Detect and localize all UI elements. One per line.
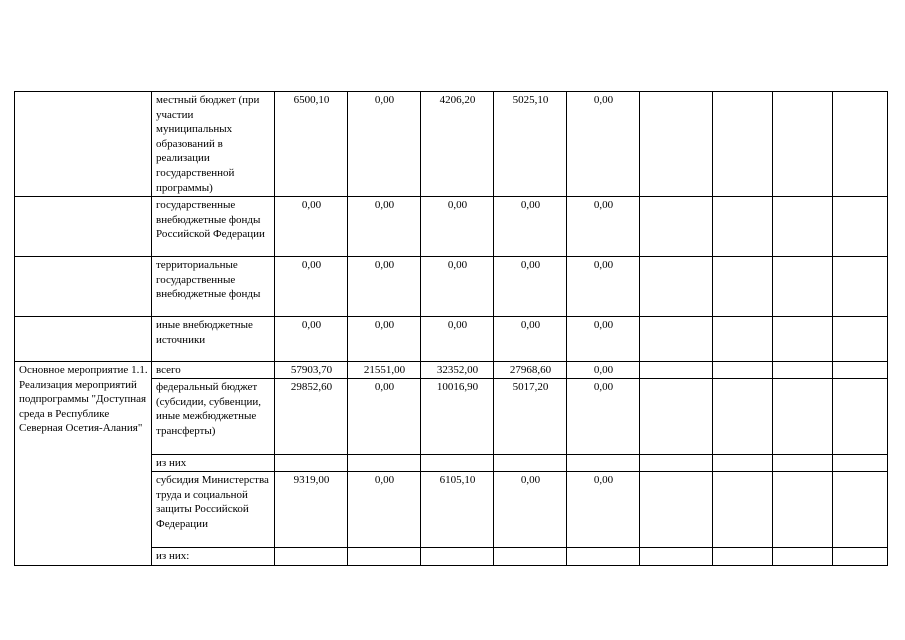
source-cell: федеральный бюджет (субсидии, субвенции, иные межбюджетные трансферты) — [152, 379, 275, 455]
empty-cell — [773, 257, 833, 317]
value-cell: 0,00 — [348, 317, 421, 362]
value-cell: 32352,00 — [421, 362, 494, 379]
value-cell: 0,00 — [567, 362, 640, 379]
value-cell — [348, 548, 421, 566]
empty-cell — [773, 472, 833, 548]
value-cell: 0,00 — [567, 379, 640, 455]
value-cell: 0,00 — [348, 257, 421, 317]
value-cell — [275, 455, 348, 472]
value-cell: 10016,90 — [421, 379, 494, 455]
empty-cell — [713, 548, 773, 566]
value-cell: 0,00 — [494, 317, 567, 362]
source-cell: государственные внебюджетные фонды Российской Федерации — [152, 197, 275, 257]
value-cell: 0,00 — [348, 197, 421, 257]
empty-cell — [640, 472, 713, 548]
main-activity-cell: Основное мероприятие 1.1. Реализация мероприятий подпрограммы "Доступная среда в Республике Северная Осетия-Алания" — [15, 362, 152, 566]
activity-cell-empty — [15, 197, 152, 257]
value-cell: 29852,60 — [275, 379, 348, 455]
empty-cell — [773, 92, 833, 197]
value-cell — [494, 455, 567, 472]
value-cell: 21551,00 — [348, 362, 421, 379]
value-cell: 0,00 — [348, 92, 421, 197]
empty-cell — [713, 257, 773, 317]
source-cell: территориальные государственные внебюджетные фонды — [152, 257, 275, 317]
empty-cell — [833, 317, 888, 362]
empty-cell — [640, 92, 713, 197]
value-cell: 0,00 — [421, 317, 494, 362]
empty-cell — [640, 455, 713, 472]
value-cell: 0,00 — [275, 317, 348, 362]
empty-cell — [713, 362, 773, 379]
value-cell: 4206,20 — [421, 92, 494, 197]
empty-cell — [773, 455, 833, 472]
value-cell — [494, 548, 567, 566]
value-cell: 0,00 — [494, 197, 567, 257]
value-cell: 6500,10 — [275, 92, 348, 197]
value-cell: 0,00 — [275, 197, 348, 257]
value-cell: 6105,10 — [421, 472, 494, 548]
source-cell: иные внебюджетные источники — [152, 317, 275, 362]
empty-cell — [773, 548, 833, 566]
table-row — [15, 257, 888, 317]
value-cell: 0,00 — [567, 92, 640, 197]
table-row — [15, 362, 888, 379]
value-cell — [348, 455, 421, 472]
empty-cell — [640, 362, 713, 379]
empty-cell — [773, 379, 833, 455]
value-cell — [567, 548, 640, 566]
value-cell: 0,00 — [494, 257, 567, 317]
empty-cell — [833, 472, 888, 548]
empty-cell — [833, 548, 888, 566]
empty-cell — [773, 362, 833, 379]
empty-cell — [640, 257, 713, 317]
value-cell: 0,00 — [494, 472, 567, 548]
empty-cell — [640, 548, 713, 566]
value-cell: 9319,00 — [275, 472, 348, 548]
table-row — [15, 317, 888, 362]
empty-cell — [713, 472, 773, 548]
table-row — [15, 92, 888, 197]
source-cell: субсидия Министерства труда и социальной защиты Российской Федерации — [152, 472, 275, 548]
source-cell: местный бюджет (при участии муниципальных образований в реализации государственной программы) — [152, 92, 275, 197]
empty-cell — [640, 317, 713, 362]
empty-cell — [773, 317, 833, 362]
empty-cell — [833, 362, 888, 379]
empty-cell — [773, 197, 833, 257]
budget-table — [14, 91, 888, 566]
value-cell: 0,00 — [567, 472, 640, 548]
empty-cell — [833, 379, 888, 455]
source-cell: из них — [152, 455, 275, 472]
empty-cell — [833, 197, 888, 257]
empty-cell — [713, 455, 773, 472]
value-cell — [567, 455, 640, 472]
value-cell: 0,00 — [421, 197, 494, 257]
value-cell — [421, 548, 494, 566]
table-row — [15, 197, 888, 257]
empty-cell — [713, 379, 773, 455]
value-cell: 0,00 — [348, 379, 421, 455]
value-cell: 0,00 — [567, 257, 640, 317]
empty-cell — [640, 197, 713, 257]
activity-cell-empty — [15, 257, 152, 317]
empty-cell — [833, 92, 888, 197]
value-cell: 5017,20 — [494, 379, 567, 455]
value-cell — [421, 455, 494, 472]
empty-cell — [713, 92, 773, 197]
value-cell: 5025,10 — [494, 92, 567, 197]
empty-cell — [833, 455, 888, 472]
empty-cell — [640, 379, 713, 455]
value-cell: 27968,60 — [494, 362, 567, 379]
value-cell: 0,00 — [348, 472, 421, 548]
value-cell: 0,00 — [567, 317, 640, 362]
value-cell — [275, 548, 348, 566]
source-cell: из них: — [152, 548, 275, 566]
source-cell: всего — [152, 362, 275, 379]
value-cell: 0,00 — [421, 257, 494, 317]
empty-cell — [833, 257, 888, 317]
value-cell: 57903,70 — [275, 362, 348, 379]
activity-cell-empty — [15, 317, 152, 362]
value-cell: 0,00 — [567, 197, 640, 257]
empty-cell — [713, 197, 773, 257]
empty-cell — [713, 317, 773, 362]
value-cell: 0,00 — [275, 257, 348, 317]
activity-cell-empty — [15, 92, 152, 197]
